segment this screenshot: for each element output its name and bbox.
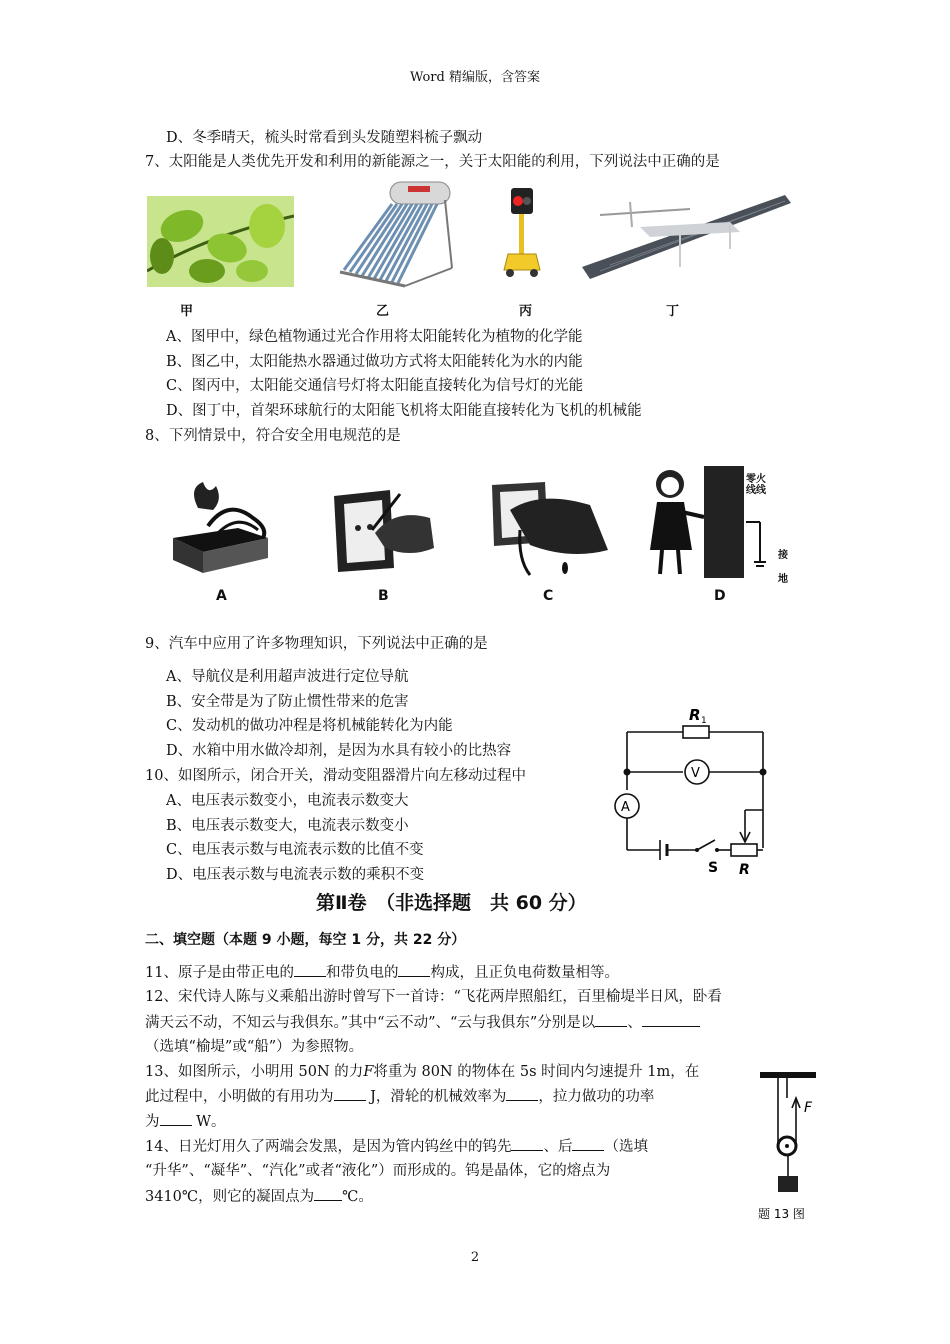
q14-line-2: “升华”、“凝华”、“汽化”或者“液化”）而形成的。钨是晶体，它的熔点为: [145, 1163, 611, 1179]
figure-8a-burning-wires: [168, 478, 276, 578]
q14-text-d: 3410℃，则它的凝固点为: [145, 1189, 315, 1205]
label-8d-char-2: 火: [756, 474, 766, 485]
figure-8c-wet-hand-plug: [490, 480, 610, 580]
section-subtitle: 二、填空题（本题 9 小题，每空 1 分，共 22 分）: [145, 932, 466, 948]
q11-blank-2[interactable]: [398, 962, 430, 977]
q12-text-b: 、: [627, 1015, 642, 1031]
q11-text-b: 和带负电的: [325, 965, 399, 981]
q7-stem: 7、太阳能是人类优先开发和利用的新能源之一，关于太阳能的利用，下列说法中正确的是: [145, 154, 720, 170]
q12-line-2: [145, 1012, 700, 1033]
circuit-label-r1: R: [689, 706, 701, 724]
q14-line-1: [145, 1136, 648, 1157]
q10-option-b: B、电压表示数变大，电流表示数变小: [166, 818, 409, 834]
photo-solar-water-heater: [330, 178, 460, 293]
q9-option-b: B、安全带是为了防止惯性带来的危害: [166, 694, 409, 710]
q12-blank-1[interactable]: [595, 1012, 627, 1027]
q13-text-e: ，拉力做功的功率: [538, 1089, 655, 1105]
q10-option-a: A、电压表示数变小，电流表示数变大: [166, 793, 409, 809]
label-8d-neutral-fire: [746, 474, 766, 496]
q13-blank-1[interactable]: [334, 1086, 366, 1101]
q14-blank-3[interactable]: [314, 1186, 342, 1201]
q13-text-a: 13、如图所示，小明用 50N 的力: [145, 1064, 364, 1080]
caption-bing: 丙: [519, 304, 533, 319]
q10-option-c: C、电压表示数与电流表示数的比值不变: [166, 842, 424, 858]
photo-leaves: [147, 196, 294, 287]
q9-option-a: A、导航仪是利用超声波进行定位导航: [166, 669, 409, 685]
q12-line-1: 12、宋代诗人陈与义乘船出游时曾写下一首诗：“飞花两岸照船红，百里榆堤半日风，卧看: [145, 989, 722, 1005]
q13-line-1: [145, 1062, 699, 1082]
photo-solar-airplane: [580, 187, 791, 292]
page-number: 2: [470, 1250, 480, 1265]
q11: [145, 962, 619, 983]
q7-option-b: B、图乙中，太阳能热水器通过做功方式将太阳能转化为水的内能: [166, 354, 583, 370]
q6-option-d: D、冬季晴天，梳头时常看到头发随塑料梳子飘动: [166, 130, 483, 146]
q13-text-d: J，滑轮的机械效率为: [365, 1089, 507, 1105]
rheostat-label: R: [739, 862, 750, 878]
caption-yi: 乙: [376, 304, 390, 319]
label-8d-char-5: 接: [778, 550, 788, 561]
q12-text-a: 满天云不动，不知云与我俱东。”其中“云不动”、“云与我俱东”分别是以: [145, 1015, 596, 1031]
section-title: 第Ⅱ卷 （非选择题 共 60 分）: [316, 892, 587, 914]
q13-blank-2[interactable]: [506, 1086, 538, 1101]
circuit-diagram: [605, 700, 780, 880]
q10-stem: 10、如图所示，闭合开关，滑动变阻器滑片向左移动过程中: [145, 768, 526, 784]
q9-option-d: D、水箱中用水做冷却剂，是因为水具有较小的比热容: [166, 743, 512, 759]
label-8d-char-6: 地: [778, 574, 788, 585]
q7-option-d: D、图丁中，首架环球航行的太阳能飞机将太阳能直接转化为飞机的机械能: [166, 403, 642, 419]
q13-force-symbol: F: [363, 1064, 374, 1080]
label-8d-char-1: 零: [746, 474, 756, 485]
q14-blank-1[interactable]: [511, 1136, 543, 1151]
caption-ding: 丁: [666, 304, 680, 319]
q13-text-c: 此过程中，小明做的有用功为: [145, 1089, 334, 1105]
q14-text-c: （选填: [604, 1139, 648, 1155]
q13-text-g: W。: [191, 1114, 226, 1130]
label-8a: A: [216, 588, 227, 604]
figure-8d-child-at-wall: [642, 462, 792, 587]
label-8b: B: [378, 588, 389, 604]
caption-jia: 甲: [180, 304, 194, 319]
pulley-force-label: F: [804, 1100, 813, 1116]
label-8c: C: [543, 588, 554, 604]
q11-blank-1[interactable]: [294, 962, 326, 977]
q13-text-f: 为: [145, 1114, 160, 1130]
label-8d: D: [714, 588, 726, 604]
q14-text-a: 14、日光灯用久了两端会发黑，是因为管内钨丝中的钨先: [145, 1139, 512, 1155]
q9-option-c: C、发动机的做功冲程是将机械能转化为内能: [166, 718, 453, 734]
q12-line-3: （选填“榆堤”或“船”）为参照物。: [145, 1039, 364, 1055]
figure-8b-socket-hand: [330, 488, 438, 573]
pulley-caption: 题 13 图: [758, 1207, 805, 1221]
voltmeter-label: V: [691, 766, 700, 781]
q11-text-a: 11、原子是由带正电的: [145, 965, 294, 981]
q8-stem: 8、下列情景中，符合安全用电规范的是: [145, 428, 401, 444]
ammeter-label: A: [621, 800, 630, 815]
q9-stem: 9、汽车中应用了许多物理知识，下列说法中正确的是: [145, 636, 488, 652]
q11-text-c: 构成，且正负电荷数量相等。: [430, 965, 619, 981]
q14-text-e: ℃。: [342, 1189, 373, 1205]
q13-text-b: 将重为 80N 的物体在 5s 时间内匀速提升 1m，在: [373, 1064, 700, 1080]
switch-label: S: [708, 860, 719, 876]
q12-blank-2[interactable]: [642, 1012, 700, 1027]
q14-text-b: 、后: [543, 1139, 573, 1155]
q14-line-3: [145, 1186, 373, 1207]
q10-option-d: D、电压表示数与电流表示数的乘积不变: [166, 867, 425, 883]
label-8d-char-3: 线: [746, 485, 756, 496]
q13-line-2: [145, 1086, 654, 1107]
q13-line-3: [145, 1111, 226, 1132]
label-8d-char-4: 线: [756, 485, 766, 496]
photo-solar-traffic-light: [498, 186, 548, 278]
circuit-label-r1-sub: 1: [701, 716, 707, 726]
q7-option-c: C、图丙中，太阳能交通信号灯将太阳能直接转化为信号灯的光能: [166, 378, 584, 394]
q7-option-a: A、图甲中，绿色植物通过光合作用将太阳能转化为植物的化学能: [166, 329, 583, 345]
pulley-figure: [752, 1068, 832, 1226]
q14-blank-2[interactable]: [572, 1136, 604, 1151]
page-header: Word 精编版，含答案: [410, 70, 540, 85]
q13-blank-3[interactable]: [160, 1111, 192, 1126]
label-8d-ground: [778, 544, 788, 592]
